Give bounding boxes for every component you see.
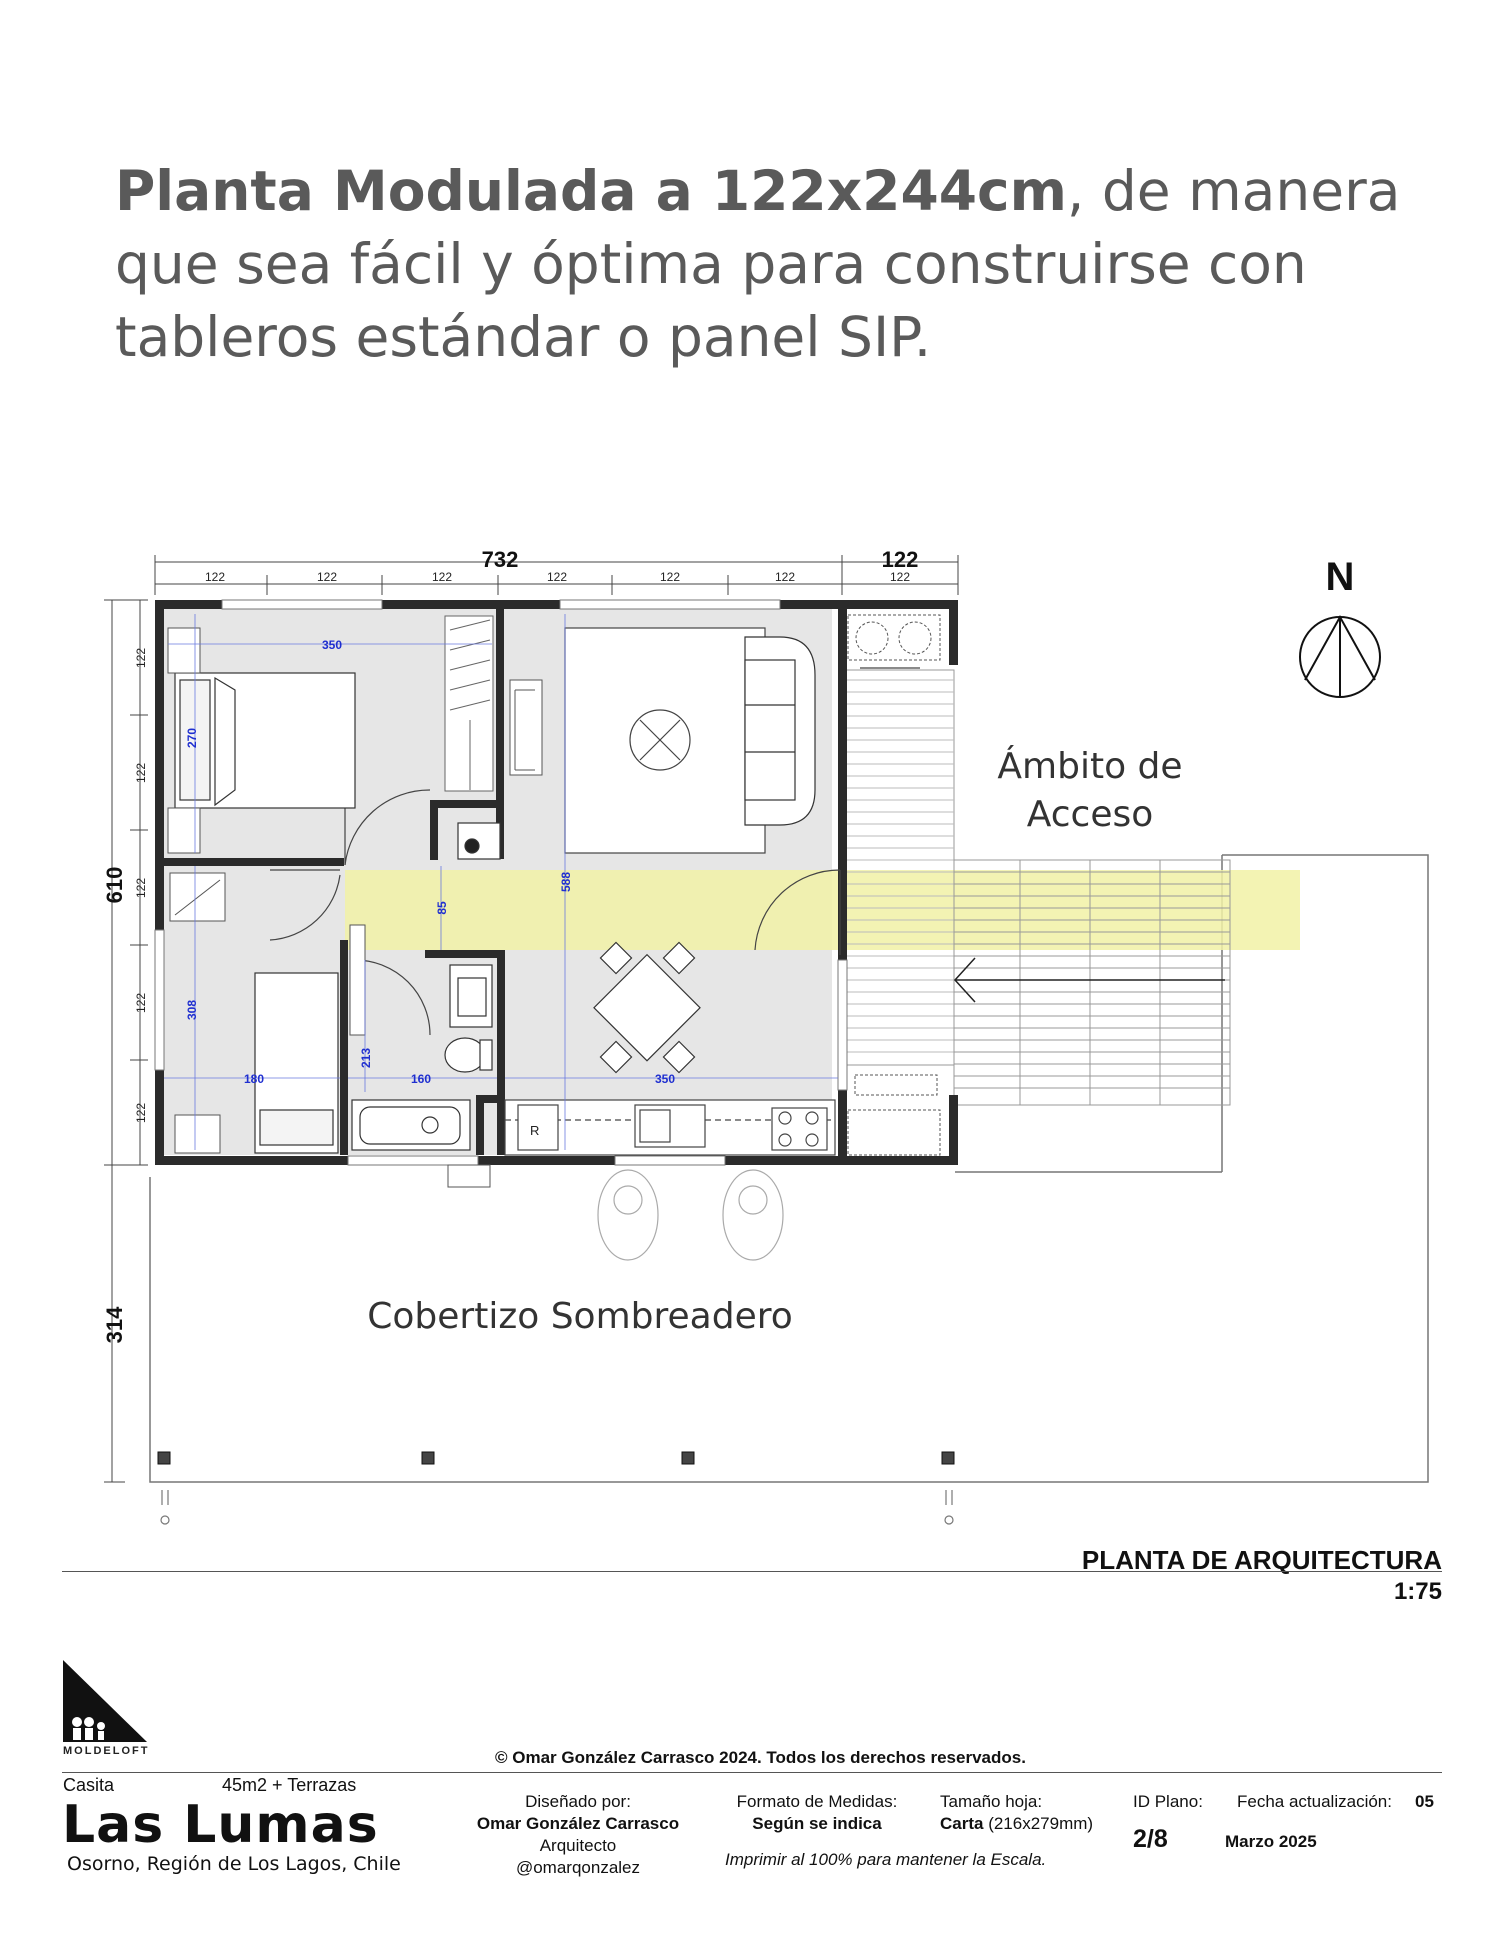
- title-rule: [62, 1571, 1442, 1572]
- sheet-scale: 1:75: [1393, 1578, 1442, 1605]
- north-label: N: [1325, 555, 1355, 599]
- circulation-highlight: [345, 870, 1300, 950]
- wardrobe-1: [445, 616, 493, 791]
- deck-east: [842, 670, 954, 1065]
- module-label: 122: [134, 647, 148, 669]
- living-rug: [565, 628, 765, 853]
- module-label: 122: [659, 570, 681, 584]
- module-label: 122: [134, 762, 148, 784]
- sheet-size-bold: Carta: [940, 1814, 984, 1833]
- dim-bed2-width: 180: [243, 1072, 265, 1086]
- module-label: 122: [204, 570, 226, 584]
- moldeloft-logo-icon: [63, 1660, 153, 1742]
- logo-text: MOLDELOFT: [63, 1745, 150, 1757]
- format-value: Según se indica: [752, 1814, 882, 1833]
- dim-kitchen-width: 350: [654, 1072, 676, 1086]
- plan-id-label: ID Plano:: [1133, 1792, 1203, 1811]
- fridge-letter: R: [530, 1123, 540, 1138]
- designed-label: Diseñado por:: [525, 1792, 631, 1811]
- sheet-title: PLANTA DE ARQUITECTURA: [1081, 1545, 1442, 1575]
- module-ticks-top: [205, 570, 910, 584]
- module-ticks-left: [134, 648, 148, 1123]
- module-label: 122: [134, 1102, 148, 1124]
- designer-handle: @omarqonzalez: [515, 1858, 641, 1877]
- access-label-2: Acceso: [1026, 794, 1154, 835]
- update-label: Fecha actualización:: [1237, 1792, 1392, 1811]
- project-area: 45m2 + Terrazas: [222, 1775, 357, 1795]
- shed-chairs: [598, 1170, 783, 1260]
- module-label: 122: [316, 570, 338, 584]
- designer-role: Arquitecto: [539, 1836, 617, 1855]
- washer-outside: [448, 1165, 490, 1187]
- dim-shed-depth: 314: [102, 1306, 127, 1344]
- bed-single: [255, 973, 338, 1153]
- dim-corridor: 85: [435, 901, 449, 915]
- dim-bath-width: 160: [410, 1072, 432, 1086]
- dim-bed1-depth: 270: [185, 727, 199, 749]
- dim-bed1-width: 350: [321, 638, 343, 652]
- headline-rest: , de manera que sea fácil y óptima para construirse con tableros estándar o panel SIP.: [115, 159, 1401, 369]
- project-location: Osorno, Región de Los Lagos, Chile: [67, 1853, 401, 1875]
- dim-bath-depth: 213: [359, 1047, 373, 1069]
- sheet-size-rest: (216x279mm): [983, 1814, 1094, 1833]
- copyright: © Omar González Carrasco 2024. Todos los derechos reservados.: [495, 1748, 1026, 1767]
- project-type: Casita: [63, 1775, 115, 1795]
- project-name: Las Lumas: [62, 1795, 379, 1855]
- post-footings: [161, 1490, 953, 1524]
- kitchen-counter: [505, 1100, 835, 1155]
- update-date: Marzo 2025: [1225, 1832, 1317, 1851]
- north-arrow-icon: [1300, 617, 1380, 697]
- dim-living-depth: 588: [559, 871, 573, 893]
- designer-name: Omar González Carrasco: [476, 1814, 680, 1833]
- sheet-size-value: [940, 1814, 1093, 1834]
- shed-label: Cobertizo Sombreadero: [367, 1296, 793, 1337]
- print-note: Imprimir al 100% para mantener la Escala.: [725, 1850, 1047, 1869]
- headline-bold: Planta Modulada a 122x244cm: [115, 159, 1067, 223]
- dim-total-depth: 610: [102, 866, 127, 904]
- module-label: 122: [889, 570, 911, 584]
- module-label: 122: [134, 877, 148, 899]
- format-label: Formato de Medidas:: [736, 1792, 898, 1811]
- dim-total-width: 732: [481, 547, 519, 572]
- bed-double: [175, 673, 355, 808]
- storage-shelf: [510, 680, 542, 775]
- dining-table: [594, 942, 700, 1072]
- module-label: 122: [134, 992, 148, 1014]
- water-heater: [458, 823, 500, 859]
- sofa: [745, 637, 815, 825]
- module-label: 122: [546, 570, 568, 584]
- shed-posts: [158, 1452, 954, 1464]
- dim-bed2-depth: 308: [185, 999, 199, 1021]
- dim-deck-width: 122: [881, 547, 919, 572]
- plan-id: 2/8: [1133, 1825, 1168, 1853]
- access-label-1: Ámbito de: [997, 746, 1183, 787]
- update-number: 05: [1415, 1792, 1434, 1811]
- module-label: 122: [774, 570, 796, 584]
- module-label: 122: [431, 570, 453, 584]
- titleblock-rule: [62, 1772, 1442, 1773]
- sheet-size-label: Tamaño hoja:: [940, 1792, 1043, 1811]
